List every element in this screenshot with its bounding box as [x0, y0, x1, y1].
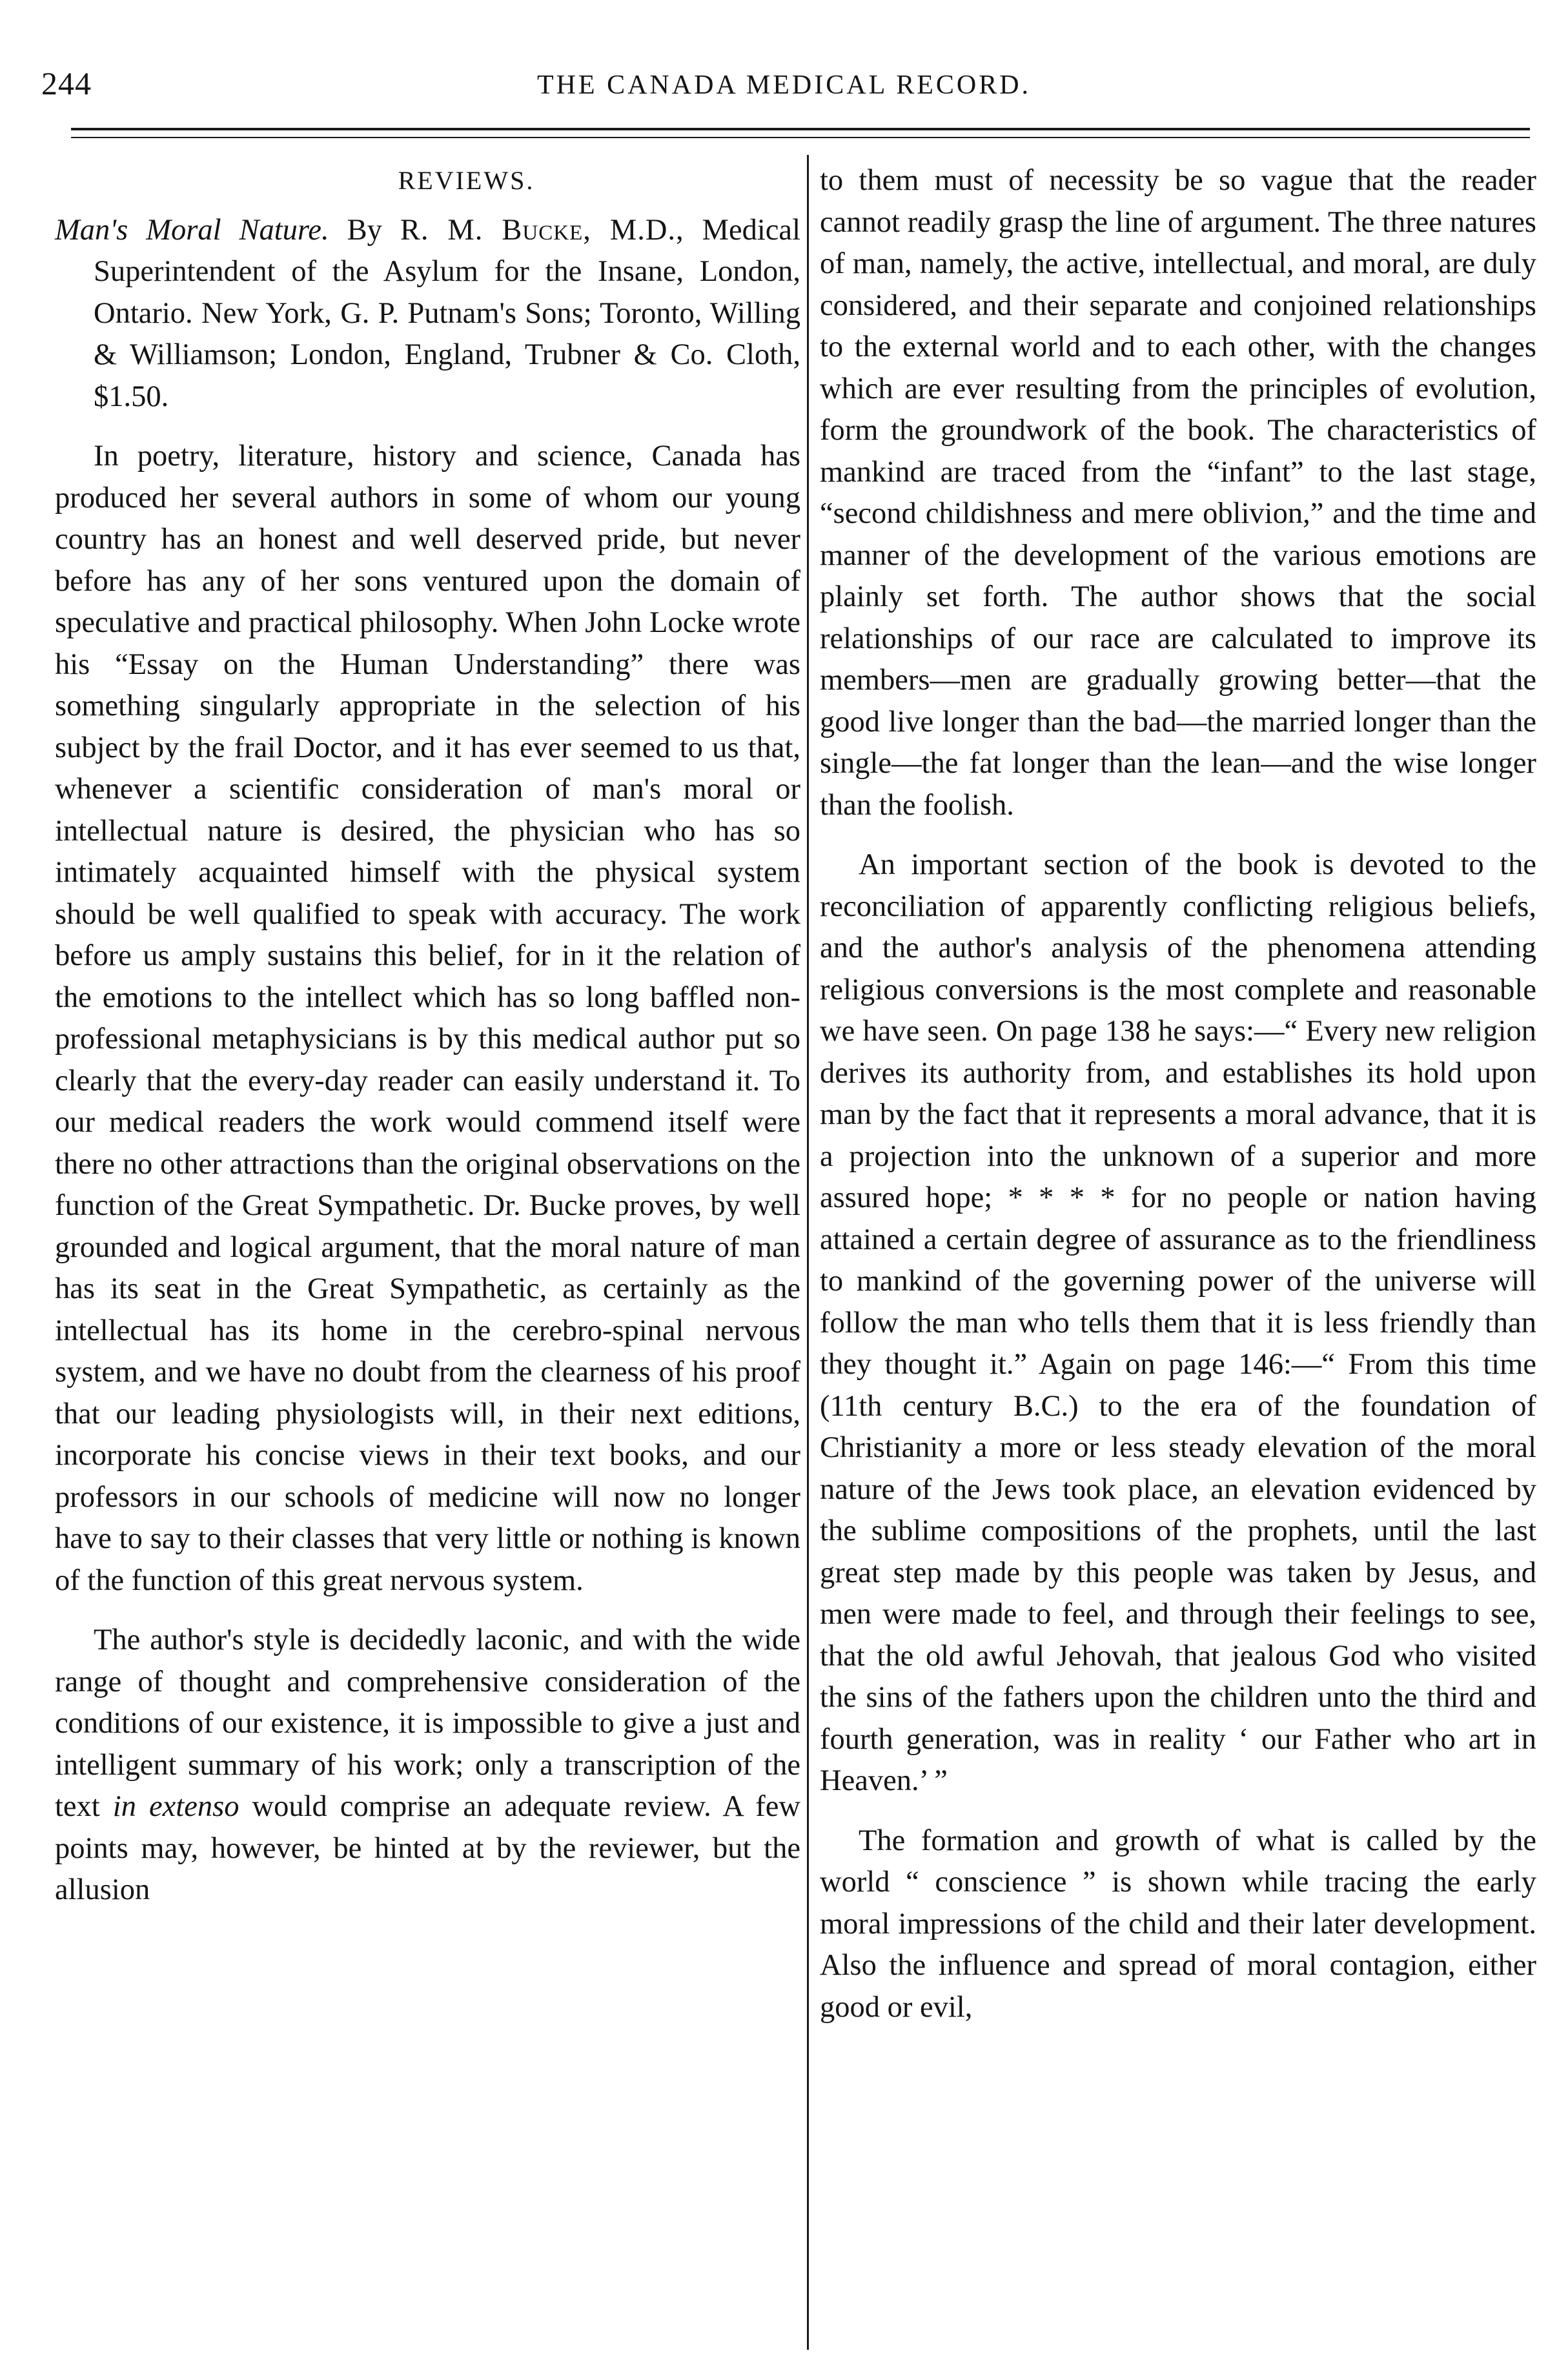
citation-details: Medical Superintendent of the Asylum for the Insane, London, Ontario. New York, G. P. Putnam's Sons; Toronto, Willing & Williamson; London, England, Trubner & Co. Cloth, $1.50.: [94, 213, 800, 413]
paragraph-2-text-b: would comprise an adequate review. A few points may, however, be hinted at by the reviewer, but the allusion: [55, 1790, 800, 1906]
page-number: 244: [41, 65, 92, 101]
column-divider: [807, 155, 809, 2350]
book-title: Man's Moral Nature.: [55, 213, 329, 247]
right-column: [820, 160, 1536, 2028]
review-paragraph-conscience: The formation and growth of what is called by the world “ conscience ” is shown while tracing the early moral impressions of the child and their later development. Also the influence and spread of moral contagion, either good or evil,: [820, 1824, 1536, 2024]
header-rule-thick: [71, 128, 1530, 130]
paragraph-2-italic: in extenso: [112, 1790, 239, 1823]
header-rule-thin: [71, 137, 1530, 138]
running-title: THE CANADA MEDICAL RECORD.: [536, 70, 1032, 100]
section-title: REVIEWS.: [398, 166, 535, 195]
review-paragraph-religion: An important section of the book is devoted to the reconciliation of apparently conflicting religious beliefs, and the author's analysis of the phenomena attending religious conversions is the most complete and reasonable we have seen. On page 138 he says:—“ Every new religion derives its authority from, and establishes its hold upon man by the fact that it represents a moral advance, that it is a projection into the unknown of a superior and more assured hope; * * * * for no people or nation having attained a certain degree of assurance as to the friendliness to mankind of the governing power of the universe will follow the man who tells them that it is less friendly than they thought it.” Again on page 146:—“ From this time (11th century B.C.) to the era of the foundation of Christianity a more or less steady elevation of the moral nature of the Jews took place, an elevation evidenced by the sublime compositions of the prophets, until the last great step made by this people was taken by Jesus, and men were made to feel, and through their feelings to see, that the old awful Jehovah, that jealous God who visited the sins of the fathers upon the children unto the third and fourth generation, was in reality ‘ our Father who art in Heaven.’ ”: [820, 848, 1536, 1797]
book-author: R. M. Bucke, M.D.,: [400, 213, 684, 247]
review-paragraph-2: [55, 1620, 800, 1911]
review-paragraph-1: In poetry, literature, history and science, Canada has produced her several authors in some of whom our young country has an honest and well deserved pride, but never before has any of her sons ventured upon the domain of speculative and practical philosophy. When John Locke wrote his “Essay on the Human Understanding” there was something singularly appropriate in the selection of his subject by the frail Doctor, and it has ever seemed to us that, whenever a scientific consideration of man's moral or intellectual nature is desired, the physician who has so intimately acquainted himself with the physical system should be well qualified to speak with accuracy. The work before us amply sustains this belief, for in it the relation of the emotions to the intellect which has so long baffled non-professional metaphysicians is by this medical author put so clearly that the every-day reader can easily understand it. To our medical readers the work would commend itself were there no other attractions than the original observations on the function of the Great Sympathetic. Dr. Bucke proves, by well grounded and logical argument, that the moral nature of man has its seat in the Great Sympathetic, as certainly as the intellectual has its home in the cerebro-spinal nervous system, and we have no doubt from the clearness of his proof that our leading physiologists will, in their next editions, incorporate his concise views in their text books, and our professors in our schools of medicine will now no longer have to say to their classes that very little or nothing is known of the function of this great nervous system.: [55, 440, 800, 1597]
book-citation: [55, 210, 800, 418]
paragraph-2-text-a: The author's style is decidedly laconic, and with the wide range of thought and comprehensive consideration of the conditions of our existence, it is impossible to give a just and intelligent summary of his work; only a transcription of the text: [55, 1624, 800, 1823]
review-continuation: to them must of necessity be so vague that the reader cannot readily grasp the line of argument. The three natures of man, namely, the active, intellectual, and moral, are duly considered, and their separate and conjoined relationships to the external world and to each other, with the changes which are ever resulting from the principles of evolution, form the groundwork of the book. The characteristics of mankind are traced from the “infant” to the last stage, “second childishness and mere oblivion,” and the time and manner of the development of the various emotions are plainly set forth. The author shows that the social relationships of our race are calculated to improve its members—men are gradually growing better—that the good live longer than the bad—the married longer than the single—the fat longer than the lean—and the wise longer than the foolish.: [820, 164, 1536, 822]
citation-by: By: [347, 213, 382, 247]
left-column: [55, 160, 800, 1911]
